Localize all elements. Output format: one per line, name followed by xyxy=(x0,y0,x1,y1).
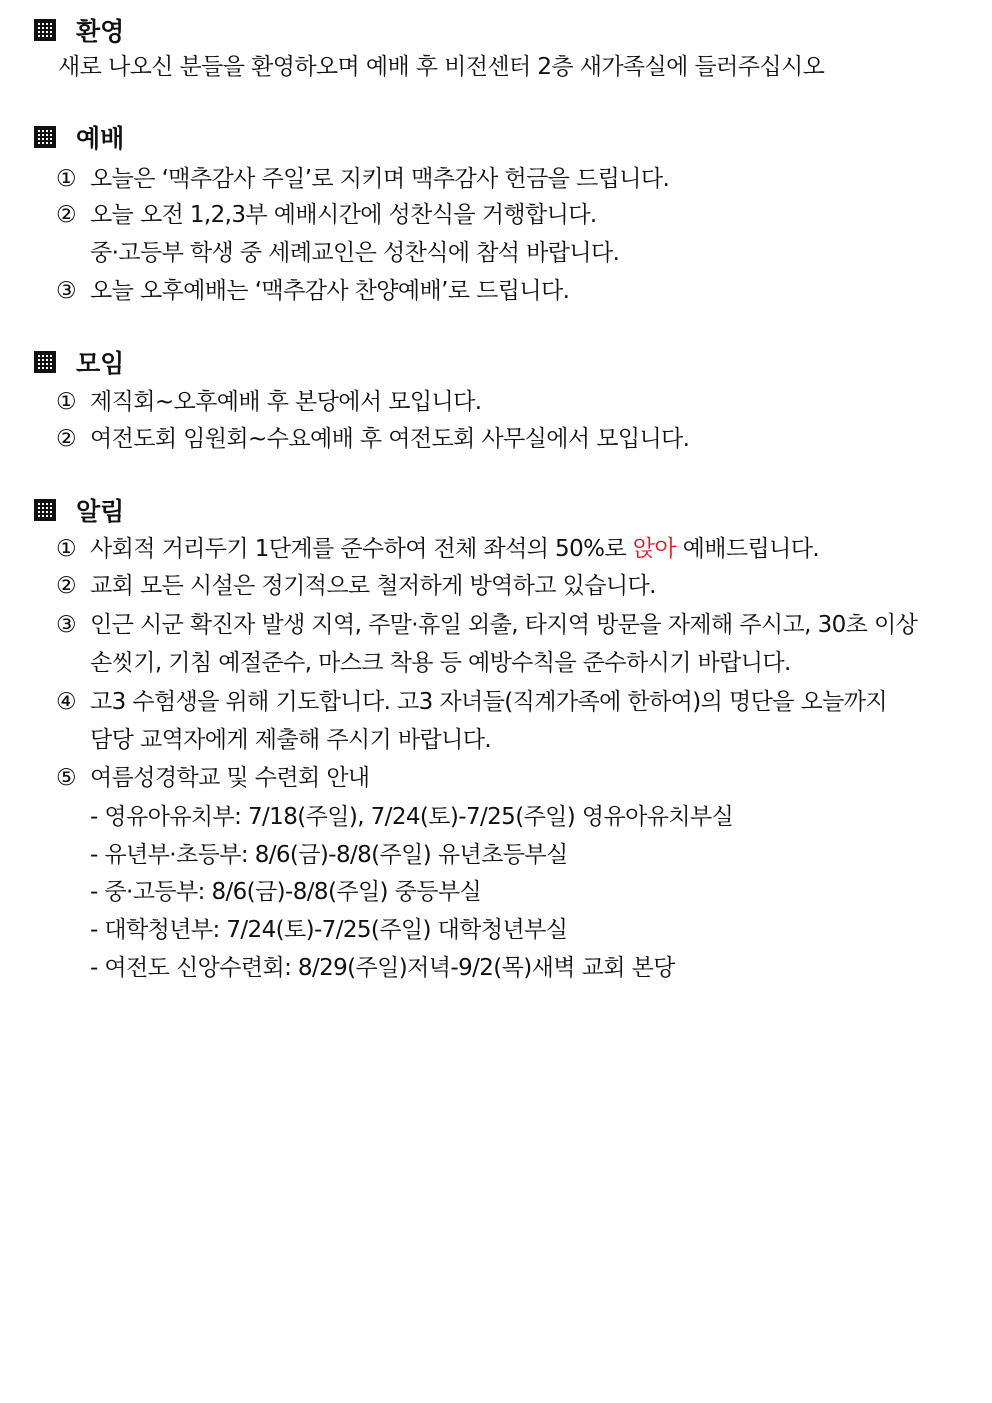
welcome-heading-text: 환영 xyxy=(76,17,125,46)
notice-item-4-line-2: 담당 교역자에게 제출해 주시기 바랍니다. xyxy=(90,727,492,753)
item-text: 제직회~오후예배 후 본당에서 모입니다. xyxy=(90,389,482,415)
item-number: ④ xyxy=(56,689,77,715)
item-text-after: 예배드립니다. xyxy=(675,536,820,562)
item-number: ① xyxy=(56,166,77,192)
retreat-schedule-item: - 대학청년부: 7/24(토)-7/25(주일) 대학청년부실 xyxy=(90,917,568,943)
notice-item-3-line-2: 손씻기, 기침 예절준수, 마스크 착용 등 예방수칙을 준수하시기 바랍니다. xyxy=(90,650,791,676)
notice-item-2 xyxy=(56,568,656,604)
item-text: 여전도회 임원회~수요예배 후 여전도회 사무실에서 모입니다. xyxy=(90,426,690,452)
worship-item-2-line-2: 중·고등부 학생 중 세례교인은 성찬식에 참석 바랍니다. xyxy=(90,240,620,266)
worship-item-3 xyxy=(56,273,569,309)
retreat-schedule-item: - 유년부·초등부: 8/6(금)-8/8(주일) 유년초등부실 xyxy=(90,842,568,868)
welcome-text: 새로 나오신 분들을 환영하오며 예배 후 비전센터 2층 새가족실에 들러주십시오 xyxy=(58,54,825,80)
retreat-schedule-item: - 중·고등부: 8/6(금)-8/8(주일) 중등부실 xyxy=(90,879,482,905)
checkered-square-icon xyxy=(34,19,56,41)
item-number: ② xyxy=(56,202,77,228)
highlight-text: 앉아 xyxy=(632,536,676,562)
item-text: 교회 모든 시설은 정기적으로 철저하게 방역하고 있습니다. xyxy=(90,573,656,599)
notice-item-4 xyxy=(56,684,887,720)
retreat-schedule-item: - 영유아유치부: 7/18(주일), 7/24(토)-7/25(주일) 영유아유치부실 xyxy=(90,804,734,830)
meeting-heading-text: 모임 xyxy=(76,349,125,378)
notice-item-5 xyxy=(56,760,370,796)
item-number: ① xyxy=(56,389,77,415)
item-number: ② xyxy=(56,573,77,599)
worship-item-2 xyxy=(56,197,597,233)
item-text: 오늘은 ‘맥추감사 주일’로 지키며 맥추감사 헌금을 드립니다. xyxy=(90,166,670,192)
worship-heading xyxy=(34,119,124,155)
item-number: ② xyxy=(56,426,77,452)
notice-item-3 xyxy=(56,607,917,643)
meeting-item-2 xyxy=(56,421,689,457)
item-text: 인근 시군 확진자 발생 지역, 주말·휴일 외출, 타지역 방문을 자제해 주시고, 30초 이상 xyxy=(90,612,918,638)
item-number: ⑤ xyxy=(56,765,77,791)
item-text: 오늘 오후예배는 ‘맥추감사 찬양예배’로 드립니다. xyxy=(90,278,570,304)
item-number: ③ xyxy=(56,612,77,638)
item-text-before: 사회적 거리두기 1단계를 준수하여 전체 좌석의 50%로 xyxy=(90,536,633,562)
notice-heading-text: 알림 xyxy=(76,497,125,526)
item-number: ① xyxy=(56,536,77,562)
notice-heading xyxy=(34,492,124,528)
meeting-item-1 xyxy=(56,384,481,420)
item-text: 오늘 오전 1,2,3부 예배시간에 성찬식을 거행합니다. xyxy=(90,202,597,228)
checkered-square-icon xyxy=(34,351,56,373)
retreat-schedule-item: - 여전도 신앙수련회: 8/29(주일)저녁-9/2(목)새벽 교회 본당 xyxy=(90,955,675,981)
item-number: ③ xyxy=(56,278,77,304)
welcome-heading xyxy=(34,12,124,48)
item-text: 고3 수험생을 위해 기도합니다. 고3 자녀들(직계가족에 한하여)의 명단을 오늘까지 xyxy=(90,689,887,715)
notice-item-1 xyxy=(56,531,819,567)
worship-heading-text: 예배 xyxy=(76,124,125,153)
checkered-square-icon xyxy=(34,126,56,148)
checkered-square-icon xyxy=(34,499,56,521)
meeting-heading xyxy=(34,344,124,380)
worship-item-1 xyxy=(56,161,669,197)
item-text: 여름성경학교 및 수련회 안내 xyxy=(90,765,370,791)
